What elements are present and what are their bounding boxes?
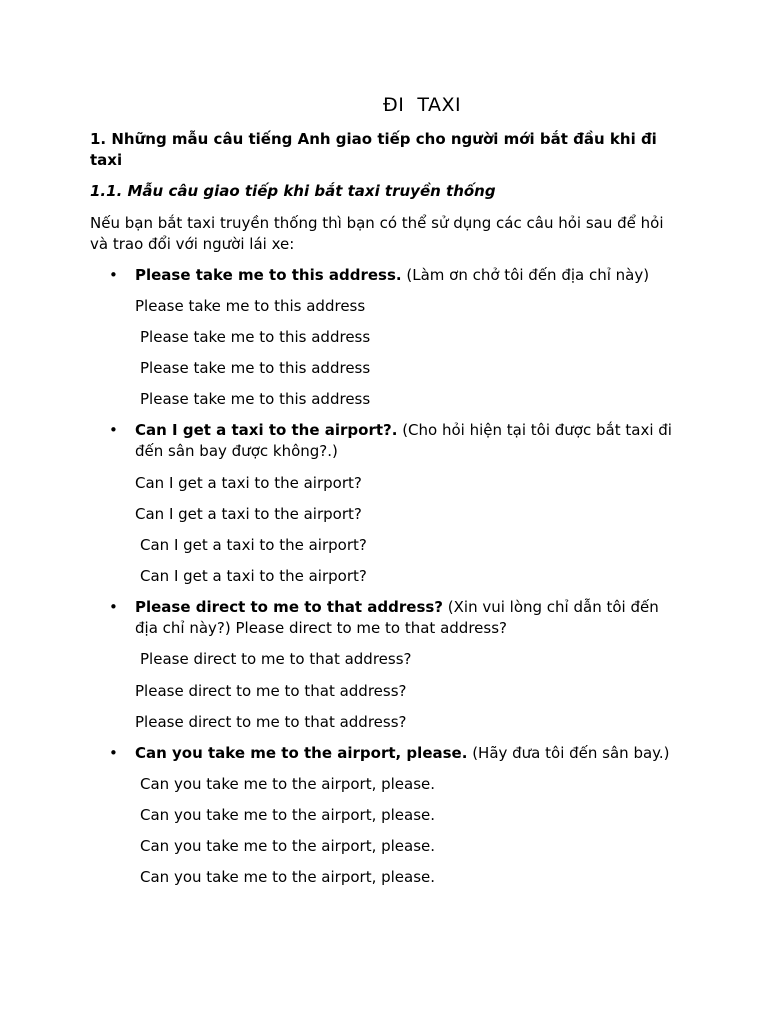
example-line: Can I get a taxi to the airport? xyxy=(140,567,367,585)
example-line: Please take me to this address xyxy=(140,328,371,346)
page-title: ĐI TAXI xyxy=(383,94,462,116)
example-line: Please direct to me to that address? xyxy=(140,650,412,668)
example-line: Can you take me to the airport, please. xyxy=(140,775,436,793)
example-line: Please direct to me to that address? xyxy=(135,682,407,700)
intro-paragraph: Nếu bạn bắt taxi truyền thống thì bạn có thể sử dụng các câu hỏi sau để hỏi và trao đổi với người lái xe: xyxy=(90,214,664,253)
example-line: Please direct to me to that address? xyxy=(135,713,407,731)
bullet-dot: • xyxy=(109,744,118,762)
bullet-text xyxy=(135,597,680,639)
bullet-translation: (Hãy đưa tôi đến sân bay.) xyxy=(467,744,670,762)
bullet-translation: (Làm ơn chở tôi đến địa chỉ này) xyxy=(401,266,650,284)
section-heading-1-1: 1.1. Mẫu câu giao tiếp khi bắt taxi truyền thống xyxy=(90,182,496,200)
example-line: Can I get a taxi to the airport? xyxy=(135,474,362,492)
bullet-bold-phrase: Can I get a taxi to the airport?. xyxy=(135,421,398,439)
example-line: Can you take me to the airport, please. xyxy=(140,837,436,855)
bullet-bold-phrase: Please take me to this address. xyxy=(135,266,402,284)
example-line: Can you take me to the airport, please. xyxy=(140,806,436,824)
example-line: Please take me to this address xyxy=(140,359,371,377)
bullet-text xyxy=(135,420,680,462)
bullet-dot: • xyxy=(109,421,118,439)
example-line: Please take me to this address xyxy=(135,297,366,315)
example-line: Can I get a taxi to the airport? xyxy=(140,536,367,554)
bullet-bold-phrase: Can you take me to the airport, please. xyxy=(135,744,468,762)
example-line: Can I get a taxi to the airport? xyxy=(135,505,362,523)
bullet-dot: • xyxy=(109,598,118,616)
example-line: Please take me to this address xyxy=(140,390,371,408)
bullet-translation: (Cho hỏi hiện tại tôi được bắt taxi đi đến sân bay được không?.) xyxy=(135,421,672,460)
example-line: Can you take me to the airport, please. xyxy=(140,868,436,886)
bullet-text xyxy=(135,265,680,286)
section-heading-1: 1. Những mẫu câu tiếng Anh giao tiếp cho người mới bắt đầu khi đi taxi xyxy=(90,130,657,169)
bullet-translation: (Xin vui lòng chỉ dẫn tôi đến địa chỉ này?) Please direct to me to that address? xyxy=(135,598,659,637)
bullet-dot: • xyxy=(109,266,118,284)
bullet-text xyxy=(135,743,680,764)
bullet-bold-phrase: Please direct to me to that address? xyxy=(135,598,443,616)
